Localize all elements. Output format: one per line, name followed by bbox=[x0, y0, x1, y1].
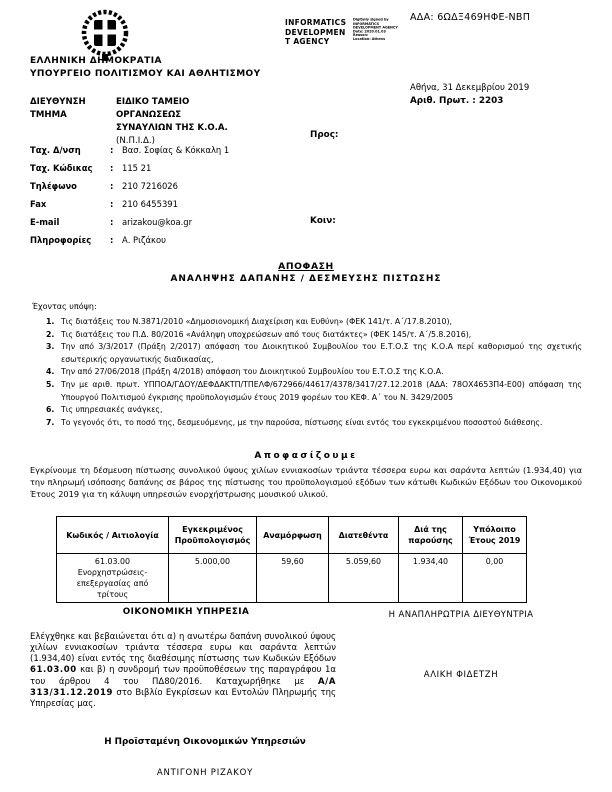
list-item-text: Τις διατάξεις του Π.Δ. 80/2016 «Ανάληψη υποχρεώσεων από τους διατάκτες» (ΦΕΚ 145/τ. Α΄/5.8.2016), bbox=[61, 329, 472, 339]
contact-row-address bbox=[30, 145, 310, 163]
contact-label: Fax bbox=[30, 199, 47, 209]
contact-value: Βασ. Σοφίας & Κόκκαλη 1 bbox=[122, 145, 230, 155]
verification-text: Ελέγχθηκε και βεβαιώνεται ότι α) η ανωτέρω δαπάνη συνολικού ύψους χιλίων εννιακοσίων τριάντα τέσσερα ευρω και σαράντα λεπτών (1.934,40) είναι εντός της διαθέσιμης πίστωσης των Κωδικών Εξόδων bbox=[30, 631, 336, 665]
sender-block bbox=[30, 96, 310, 148]
contact-value: 210 6455391 bbox=[122, 199, 178, 209]
signer-agency-name bbox=[285, 18, 349, 58]
contact-row-postcode bbox=[30, 163, 310, 181]
contact-separator: : bbox=[110, 235, 114, 245]
contact-row-info bbox=[30, 235, 310, 253]
cell-code bbox=[57, 554, 169, 603]
signature-detail-line: Location: Athens bbox=[353, 36, 386, 41]
list-item bbox=[46, 316, 582, 329]
list-item-number: 5. bbox=[46, 379, 55, 389]
contact-value: Α. Ριζάκου bbox=[122, 235, 166, 245]
list-item bbox=[46, 366, 582, 379]
list-item-text: Την από 3/3/2017 (Πράξη 2/2017) απόφαση του Διοικητικού Συμβουλίου του Ε.Τ.Ο.Σ της Κ.Ο.Α περί καθορισμού της σχετικής εσωτερικής οργανωτικής διαδικασίας, bbox=[61, 342, 582, 364]
budget-code: 61.03.00 bbox=[94, 557, 131, 566]
signature-detail-line: INFORMATICS bbox=[353, 21, 380, 26]
contact-email-value: arizakou@koa.gr bbox=[122, 217, 193, 227]
signature-detail-line: Reason: bbox=[353, 32, 369, 37]
list-item bbox=[46, 417, 582, 430]
list-item-text: Το γεγονός ότι, το ποσό της, δεσμευόμενης, με την παρούσα, πίστωσης είναι εντός του εγκεκριμένου ποσοστού διάθεσης. bbox=[61, 417, 543, 427]
contact-label: Ταχ. Δ/νση bbox=[30, 145, 81, 155]
contact-label: Ταχ. Κώδικας bbox=[30, 163, 93, 173]
col-approved-budget: Εγκεκριμένος Προϋπολογισμός bbox=[169, 517, 257, 554]
list-item bbox=[46, 404, 582, 417]
contact-label: Τηλέφωνο bbox=[30, 181, 77, 191]
org-name-line: ΣΥΝΑΥΛΙΩΝ ΤΗΣ Κ.Ο.Α. bbox=[116, 123, 228, 133]
col-remaining: Υπόλοιπο Έτους 2019 bbox=[463, 517, 527, 554]
contact-value: 115 21 bbox=[122, 163, 152, 173]
list-item-text: Τις διατάξεις του Ν.3871/2010 «Δημοσιονομική Διαχείριση και Ευθύνη» (ΦΕΚ 141/τ. Α΄/17.8.2010), bbox=[61, 317, 452, 326]
budget-description: Ενορχηστρώσεις-επεξεργασίας από τρίτους bbox=[76, 568, 149, 599]
verification-text: και β) η συνδρομή των προϋποθέσεων της παραγράφου 1α του άρθρου 4 του ΠΔ80/2016. Καταχωρήθηκε με bbox=[30, 665, 336, 687]
document-subtitle: ΑΝΑΛΗΨΗΣ ΔΑΠΑΝΗΣ / ΔΕΣΜΕΥΣΗΣ ΠΙΣΤΩΣΗΣ bbox=[170, 274, 442, 284]
coat-of-arms-icon bbox=[76, 8, 134, 62]
signature-detail-line: DEVELOPMENT AGENCY bbox=[353, 25, 398, 30]
agency-line: T AGENCY bbox=[285, 37, 330, 46]
list-item-number: 6. bbox=[46, 405, 55, 415]
list-item-number: 2. bbox=[46, 329, 55, 339]
verification-text: στο Βιβλίο Εγκρίσεων και Εντολών Πληρωμής της Υπηρεσίας μας. bbox=[30, 687, 336, 710]
registry-number-ref: Α/Α 313/31.12.2019 bbox=[30, 676, 336, 698]
cc-label: Κοιν: bbox=[310, 216, 336, 226]
cell-remaining: 0,00 bbox=[463, 554, 527, 603]
contact-label: E-mail bbox=[30, 217, 60, 227]
list-item bbox=[46, 329, 582, 342]
digital-signature-stamp bbox=[285, 18, 443, 58]
ministry-title: ΥΠΟΥΡΓΕΙΟ ΠΟΛΙΤΙΣΜΟΥ ΚΑΙ ΑΘΛΗΤΙΣΜΟΥ bbox=[30, 69, 261, 79]
document-title: ΑΠΟΦΑΣΗ bbox=[278, 261, 334, 272]
financial-service-heading: ΟΙΚΟΝΟΜΙΚΗ ΥΠΗΡΕΣΙΑ bbox=[122, 607, 250, 617]
budget-code-ref: 61.03.00 bbox=[30, 665, 77, 676]
direction-label: ΔΙΕΥΘΥΝΣΗ bbox=[30, 97, 86, 107]
deputy-director-name: ΑΛΙΚΗ ΦΙΔΕΤΖΗ bbox=[423, 670, 499, 680]
col-allocated: Διατεθέντα bbox=[329, 517, 399, 554]
protocol-number: Αριθ. Πρωτ. : 2203 bbox=[410, 96, 504, 106]
contact-value: 210 7216026 bbox=[122, 181, 178, 191]
republic-title: ΕΛΛΗΝΙΚΗ ΔΗΜΟΚΡΑΤΙΑ bbox=[30, 56, 162, 66]
agency-line: DEVELOPMEN bbox=[285, 27, 346, 37]
contact-row-fax bbox=[30, 199, 310, 217]
agency-line: INFORMATICS bbox=[285, 18, 347, 27]
list-item-number: 3. bbox=[46, 342, 55, 352]
greek-coat-of-arms-logo bbox=[76, 8, 134, 62]
decision-heading: Αποφασίζουμε bbox=[254, 451, 358, 461]
list-item-text: Την από 27/06/2018 (Πράξη 4/2018) απόφαση του Διοικητικού Συμβουλίου του Ε.Τ.Ο.Σ της Κ.Ο.Α. bbox=[61, 367, 444, 377]
cell-allocated: 5.059,60 bbox=[329, 554, 399, 603]
org-name-line: ΟΡΓΑΝΩΣΕΩΣ bbox=[116, 110, 182, 120]
list-item bbox=[46, 379, 582, 404]
org-name-line: ΕΙΔΙΚΟ ΤΑΜΕΙΟ bbox=[116, 97, 190, 107]
signature-details bbox=[353, 18, 443, 58]
list-item-number: 1. bbox=[46, 317, 55, 326]
signature-detail-line: Date: 2020.01.03 bbox=[353, 29, 386, 34]
col-revision: Αναμόρφωση bbox=[257, 517, 329, 554]
contact-separator: : bbox=[110, 163, 114, 173]
having-regard-list bbox=[46, 316, 582, 429]
table-header-row bbox=[57, 517, 527, 554]
signature-detail-line: Digitally signed by bbox=[353, 18, 389, 22]
ada-code: ΑΔΑ: 6ΩΔΞ469ΗΦΕ-ΝΒΠ bbox=[410, 12, 531, 23]
list-item bbox=[46, 341, 582, 366]
org-legal-form: (Ν.Π.Ι.Δ.) bbox=[116, 136, 155, 146]
department-label: ΤΜΗΜΑ bbox=[30, 110, 67, 120]
contact-separator: : bbox=[110, 199, 114, 209]
financial-head-title: Η Προϊσταμένη Οικονομικών Υπηρεσιών bbox=[104, 737, 306, 747]
budget-table bbox=[56, 516, 527, 603]
cell-revision: 59,60 bbox=[257, 554, 329, 603]
having-regard-intro: Έχοντας υπόψη: bbox=[32, 302, 97, 311]
cell-by-present: 1.934,40 bbox=[399, 554, 463, 603]
contact-separator: : bbox=[110, 217, 114, 227]
col-code: Κωδικός / Αιτιολογία bbox=[57, 517, 169, 554]
list-item-text: Την με αριθ. πρωτ. ΥΠΠΟΑ/ΓΔΟΥ/ΔΕΦΔΑΚΤΠ/ΤΠΕΛΦ/672966/44617/4378/3417/27.12.2018 (ΑΔΑ: 78ΟΧ4653Π4-Ε00) απόφαση της Υπουργού Πολιτισμού έγκρισης προϋπολογισμών έτους 2019 φορέων του ΚΕΦ. Α΄ του Ν. 3429/2005 bbox=[61, 379, 582, 402]
table-row bbox=[57, 554, 527, 603]
recipient-label: Προς: bbox=[310, 130, 339, 140]
city-date: Αθήνα, 31 Δεκεμβρίου 2019 bbox=[410, 83, 530, 93]
contact-separator: : bbox=[110, 181, 114, 191]
col-by-present: Διά της παρούσης bbox=[399, 517, 463, 554]
contact-separator: : bbox=[110, 145, 114, 155]
financial-verification-paragraph bbox=[30, 632, 336, 711]
contact-row-phone bbox=[30, 181, 310, 199]
deputy-director-title: Η ΑΝΑΠΛΗΡΩΤΡΙΑ ΔΙΕΥΘΥΝΤΡΙΑ bbox=[388, 610, 534, 620]
contact-details bbox=[30, 145, 310, 253]
list-item-text: Τις υπηρεσιακές ανάγκες, bbox=[61, 405, 163, 415]
contact-label: Πληροφορίες bbox=[30, 235, 92, 245]
list-item-number: 4. bbox=[46, 367, 55, 377]
cell-approved-budget: 5.000,00 bbox=[169, 554, 257, 603]
contact-row-email bbox=[30, 217, 310, 235]
financial-head-name: ΑΝΤΙΓΟΝΗ ΡΙΖΑΚΟΥ bbox=[156, 768, 254, 778]
list-item-number: 7. bbox=[46, 417, 55, 427]
decision-body: Εγκρίνουμε τη δέσμευση πίστωσης συνολικού ύψους χιλίων εννιακοσίων τριάντα τέσσερα ευρω και σαράντα λεπτών (1.934,40) για την πληρωμή ισόποσης δαπάνης σε βάρος της πίστωσης του προϋπολογισμού εξόδων των κάτωθι Κωδικών Εξόδων του Οικονομικού Έτους 2019 για τη κάλυψη υπηρεσιών ενορχήστρωσης μουσικού υλικού. bbox=[30, 465, 582, 499]
